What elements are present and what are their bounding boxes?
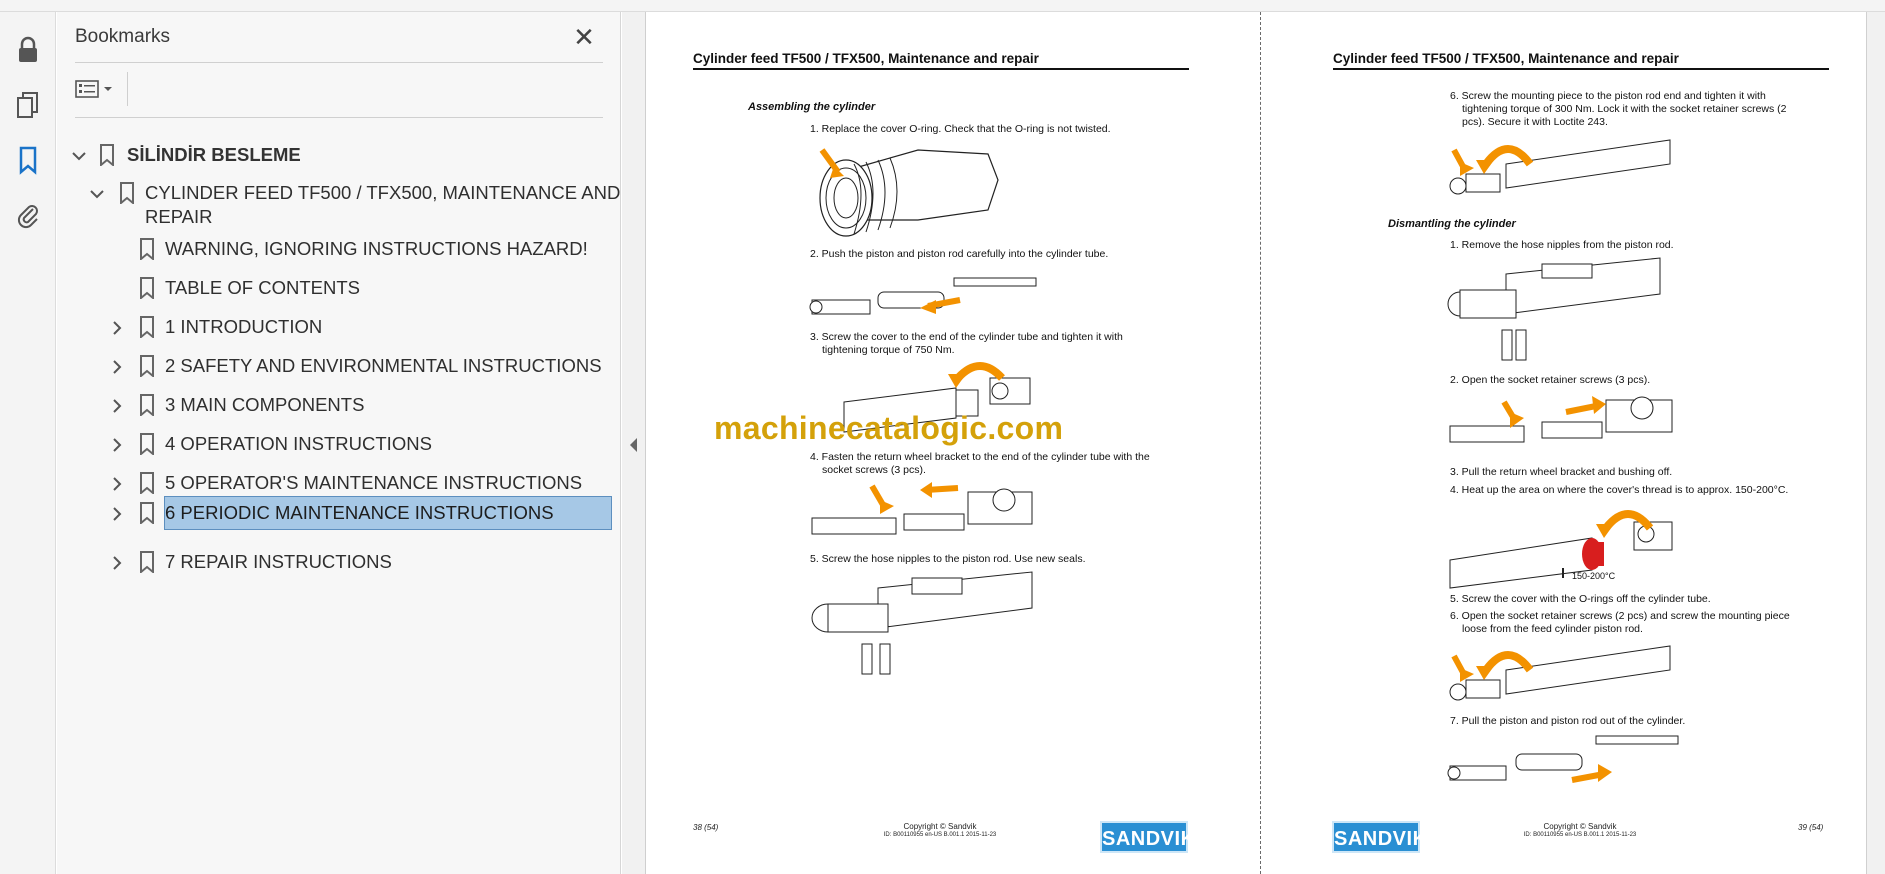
right-page-title: Cylinder feed TF500 / TFX500, Maintenance and repair <box>1333 51 1679 66</box>
panel-collapse-handle[interactable] <box>622 12 646 874</box>
bookmark-flag-icon <box>139 551 155 573</box>
chevron-right-icon[interactable] <box>109 359 125 375</box>
step-text: 6. Screw the mounting piece to the piston rod end and tighten it with <box>1450 90 1766 102</box>
bookmark-label: 7 REPAIR INSTRUCTIONS <box>165 551 392 572</box>
step-text: 5. Screw the hose nipples to the piston rod. Use new seals. <box>810 553 1086 565</box>
bookmark-label: WARNING, IGNORING INSTRUCTIONS HAZARD! <box>165 238 588 259</box>
bookmark-item[interactable] <box>69 392 609 420</box>
divider <box>75 62 603 63</box>
retainer-screws-figure <box>1446 388 1682 454</box>
bookmark-item[interactable] <box>69 431 609 459</box>
mounting-loose-figure <box>1446 640 1682 710</box>
step-text: 3. Screw the cover to the end of the cylinder tube and tighten it with <box>810 331 1123 343</box>
bookmark-flag-icon <box>139 472 155 494</box>
bookmark-label: 3 MAIN COMPONENTS <box>165 394 365 415</box>
chevron-down-icon[interactable] <box>71 148 87 164</box>
step-text: socket screws (3 pcs). <box>822 464 926 476</box>
pages-icon[interactable] <box>10 87 46 123</box>
step-text: 4. Fasten the return wheel bracket to the end of the cylinder tube with the <box>810 451 1150 463</box>
chevron-right-icon[interactable] <box>109 437 125 453</box>
bookmark-label: TABLE OF CONTENTS <box>165 277 360 298</box>
bookmark-item[interactable] <box>69 142 609 170</box>
copyright-text: Copyright © Sandvik <box>903 822 977 831</box>
bookmark-item[interactable] <box>69 236 609 264</box>
copyright <box>880 822 1000 840</box>
heat-cover-figure <box>1446 498 1682 584</box>
bookmark-label: 1 INTRODUCTION <box>165 316 323 337</box>
copyright-text: Copyright © Sandvik <box>1543 822 1617 831</box>
list-options-icon <box>75 79 115 99</box>
bookmark-flag-icon <box>139 502 155 524</box>
step-text: tightening torque of 750 Nm. <box>822 344 955 356</box>
chevron-right-icon[interactable] <box>109 555 125 571</box>
return-wheel-figure <box>808 478 1044 546</box>
copyright <box>1520 822 1640 840</box>
close-icon[interactable]: ✕ <box>573 22 595 52</box>
page-boundary <box>1260 12 1261 874</box>
bookmark-item[interactable] <box>69 314 609 342</box>
panel-title: Bookmarks <box>75 26 171 47</box>
bookmark-item-selected[interactable] <box>69 500 609 528</box>
tool-rail <box>0 12 56 874</box>
bookmark-item[interactable] <box>69 549 609 577</box>
bookmark-label-line2: REPAIR <box>145 206 213 227</box>
chevron-down-icon[interactable] <box>89 186 105 202</box>
attachment-icon[interactable] <box>10 197 46 233</box>
collapse-left-icon <box>627 436 641 454</box>
divider <box>127 72 128 106</box>
step-text: loose from the feed cylinder piston rod. <box>1462 623 1643 635</box>
bookmark-label: 2 SAFETY AND ENVIRONMENTAL INSTRUCTIONS <box>165 355 602 376</box>
bookmark-label: 6 PERIODIC MAINTENANCE INSTRUCTIONS <box>165 502 554 523</box>
step-text: 3. Pull the return wheel bracket and bushing off. <box>1450 466 1673 478</box>
step-text: tightening torque of 300 Nm. Lock it with the socket retainer screws (2 <box>1462 103 1787 115</box>
window-top-bar <box>0 0 1885 12</box>
doc-id: ID: B00110955 en-US B.001.1 2015-11-23 <box>1523 832 1637 838</box>
bookmark-item[interactable] <box>69 275 609 303</box>
bookmark-item[interactable] <box>69 353 609 381</box>
temperature-label: 150-200°C <box>1572 571 1616 581</box>
page-number: 38 (54) <box>693 823 719 832</box>
step-text: pcs). Secure it with Loctite 243. <box>1462 116 1608 128</box>
right-section-heading: Dismantling the cylinder <box>1388 218 1516 230</box>
bookmark-options-button[interactable] <box>75 76 119 102</box>
bookmark-flag-icon <box>139 238 155 260</box>
lock-icon[interactable] <box>10 32 46 68</box>
divider <box>75 117 603 118</box>
bookmark-icon[interactable] <box>10 142 46 178</box>
bookmark-item[interactable] <box>69 470 609 498</box>
watermark: machinecatalogic.com <box>714 410 1064 446</box>
bookmark-flag-icon <box>139 355 155 377</box>
step-text: 1. Replace the cover O-ring. Check that the O-ring is not twisted. <box>810 123 1111 135</box>
bookmarks-panel <box>57 12 621 874</box>
step-text: 5. Screw the cover with the O-rings off the cylinder tube. <box>1450 593 1711 605</box>
title-rule <box>1333 68 1829 70</box>
bookmark-flag-icon <box>139 433 155 455</box>
doc-id: ID: B00110955 en-US B.001.1 2015-11-23 <box>883 832 997 838</box>
bookmark-label: SİLİNDİR BESLEME <box>127 144 301 165</box>
chevron-right-icon[interactable] <box>109 320 125 336</box>
piston-push-figure <box>808 264 1044 324</box>
sandvik-logo: SANDVIK <box>1100 821 1188 853</box>
sandvik-logo: SANDVIK <box>1332 821 1420 853</box>
chevron-right-icon[interactable] <box>109 476 125 492</box>
chevron-right-icon[interactable] <box>109 506 125 522</box>
step-text: 2. Push the piston and piston rod carefully into the cylinder tube. <box>810 248 1109 260</box>
bookmark-flag-icon <box>139 277 155 299</box>
hose-nipple-figure <box>808 568 1044 684</box>
title-rule <box>693 68 1189 70</box>
oring-cover-figure <box>808 140 1004 240</box>
bookmark-flag-icon <box>139 394 155 416</box>
step-text: 2. Open the socket retainer screws (3 pcs). <box>1450 374 1651 386</box>
bookmark-flag-icon <box>119 182 135 204</box>
step-text: 1. Remove the hose nipples from the piston rod. <box>1450 239 1674 251</box>
vertical-scrollbar[interactable] <box>1866 12 1885 874</box>
bookmark-item[interactable] <box>69 180 621 230</box>
bookmark-label: 4 OPERATION INSTRUCTIONS <box>165 433 432 454</box>
pull-piston-figure <box>1446 730 1686 790</box>
bookmark-flag-icon <box>139 316 155 338</box>
page-number: 39 (54) <box>1798 823 1824 832</box>
bookmark-label: 5 OPERATOR'S MAINTENANCE INSTRUCTIONS <box>165 472 583 493</box>
remove-nipples-figure <box>1446 254 1672 370</box>
chevron-right-icon[interactable] <box>109 398 125 414</box>
step-text: 6. Open the socket retainer screws (2 pcs) and screw the mounting piece <box>1450 610 1790 622</box>
left-section-heading: Assembling the cylinder <box>748 101 876 113</box>
bookmark-label: CYLINDER FEED TF500 / TFX500, MAINTENANCE AND <box>145 182 621 203</box>
left-page-title: Cylinder feed TF500 / TFX500, Maintenance and repair <box>693 51 1039 66</box>
bookmark-flag-icon <box>99 144 115 166</box>
step-text: 4. Heat up the area on where the cover's thread is to approx. 150-200°C. <box>1450 484 1789 496</box>
mounting-piece-figure <box>1446 134 1682 204</box>
step-text: 7. Pull the piston and piston rod out of the cylinder. <box>1450 715 1686 727</box>
